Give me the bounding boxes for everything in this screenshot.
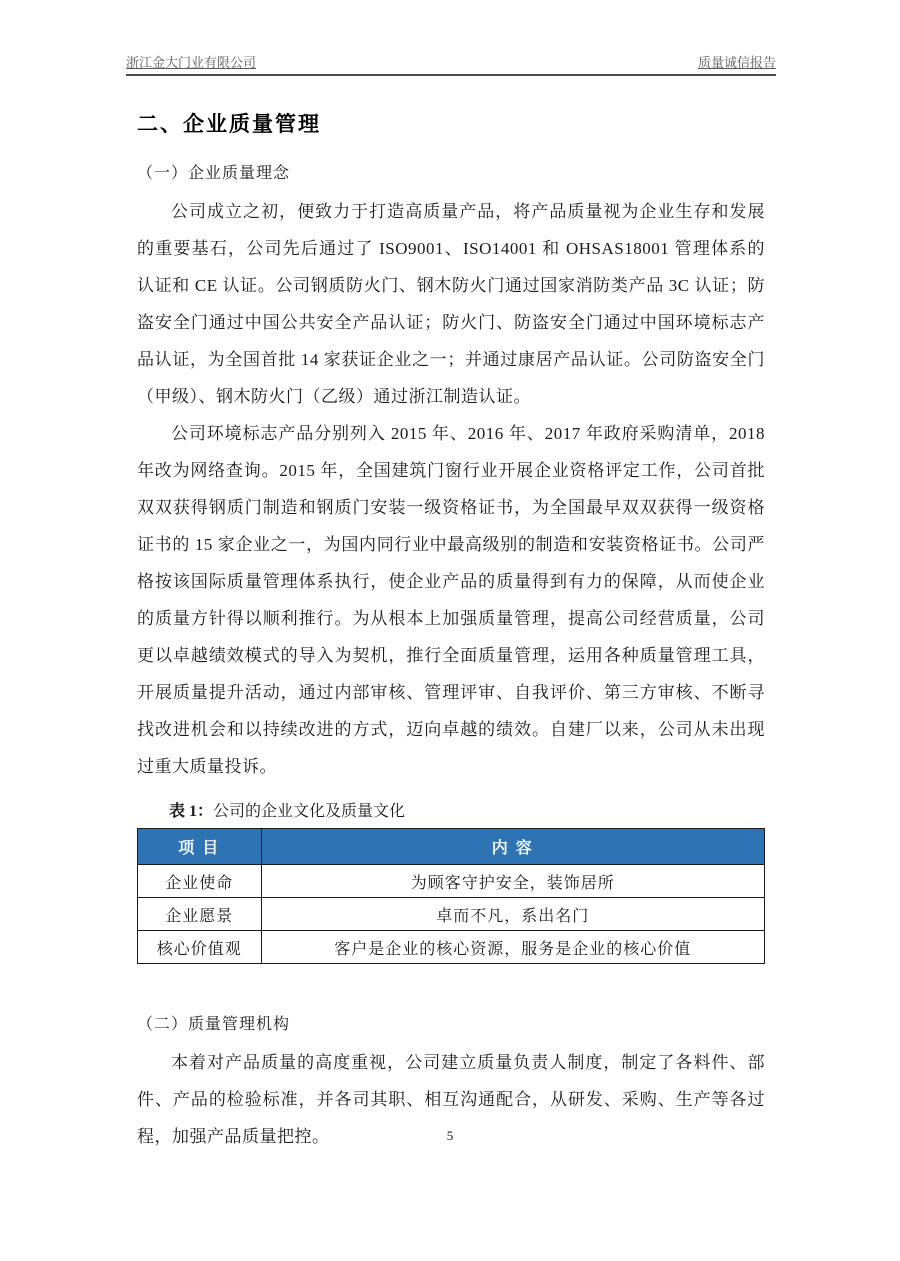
page-header xyxy=(126,52,776,76)
subsection-heading-quality-philosophy: （一）企业质量理念 xyxy=(137,165,291,182)
table-cell-value: 客户是企业的核心资源，服务是企业的核心价值 xyxy=(261,931,764,964)
header-report-title: 质量诚信报告 xyxy=(697,55,776,70)
table-caption-label: 表 1： xyxy=(169,803,214,820)
table-caption-text: 公司的企业文化及质量文化 xyxy=(213,803,406,820)
table-row xyxy=(138,931,765,964)
page-number: 5 xyxy=(446,1128,454,1143)
paragraph-quality-organization: 本着对产品质量的高度重视，公司建立质量负责人制度，制定了各料件、部件、产品的检验标准，并各司其职、相互沟通配合，从研发、采购、生产等各过程，加强产品质量把控。 xyxy=(137,1053,765,1146)
table-cell-label: 企业愿景 xyxy=(138,898,262,931)
chapter-title: 二、企业质量管理 xyxy=(137,112,321,136)
table-cell-value: 为顾客守护安全，装饰居所 xyxy=(261,865,764,898)
subsection-heading-quality-organization: （二）质量管理机构 xyxy=(137,1016,291,1033)
header-company-name: 浙江金大门业有限公司 xyxy=(126,55,257,70)
culture-table xyxy=(137,828,765,964)
spacer xyxy=(137,964,765,1011)
table-header-content: 内 容 xyxy=(261,829,764,865)
table-cell-value: 卓而不凡，系出名门 xyxy=(261,898,764,931)
table-cell-label: 核心价值观 xyxy=(138,931,262,964)
table-header-item: 项 目 xyxy=(138,829,262,865)
table-row xyxy=(138,898,765,931)
paragraph-quality-management: 公司环境标志产品分别列入 2015 年、2016 年、2017 年政府采购清单，2018 年改为网络查询。2015 年，全国建筑门窗行业开展企业资格评定工作，公司首批双双获得钢质门制造和钢质门安装一级资格证书，为全国最早双双获得一级资格证书的 15 家企业之一，为国内同行业中最高级别的制造和安装资格证书。公司严格按该国际质量管理体系执行，使企业产品的质量得到有力的保障，从而使企业的质量方针得以顺利推行。为从根本上加强质量管理，提高公司经营质量，公司更以卓越绩效模式的导入为契机，推行全面质量管理，运用各种质量管理工具，开展质量提升活动，通过内部审核、管理评审、自我评价、第三方审核、不断寻找改进机会和以持续改进的方式，迈向卓越的绩效。自建厂以来，公司从未出现过重大质量投诉。 xyxy=(137,424,765,776)
table-header-row xyxy=(138,829,765,865)
table-caption xyxy=(137,798,765,821)
table-row xyxy=(138,865,765,898)
paragraph-certifications: 公司成立之初，便致力于打造高质量产品，将产品质量视为企业生存和发展的重要基石，公司先后通过了 ISO9001、ISO14001 和 OHSAS18001 管理体系的认证和 CE 认证。公司钢质防火门、钢木防火门通过国家消防类产品 3C 认证；防盗安全门通过中国公共安全产品认证；防火门、防盗安全门通过中国环境标志产品认证，为全国首批 14 家获证企业之一；并通过康居产品认证。公司防盗安全门（甲级）、钢木防火门（乙级）通过浙江制造认证。 xyxy=(137,202,765,406)
table-cell-label: 企业使命 xyxy=(138,865,262,898)
document-content xyxy=(137,108,765,1155)
